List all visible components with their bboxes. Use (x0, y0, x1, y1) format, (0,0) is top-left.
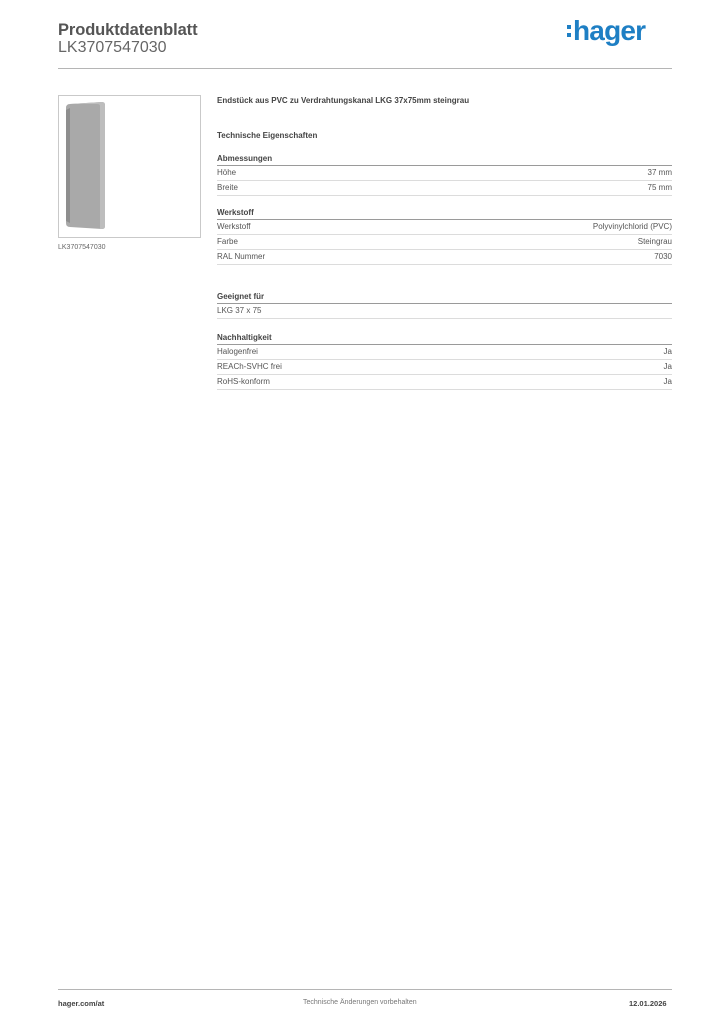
spec-label: Breite (217, 183, 238, 192)
spec-row (217, 304, 672, 319)
logo-text: hager (573, 15, 646, 46)
footer-divider (58, 989, 672, 990)
spec-value: 75 mm (647, 183, 672, 192)
product-code: LK3707547030 (58, 39, 167, 56)
spec-row (217, 375, 672, 390)
spec-value: Ja (663, 362, 672, 371)
group-title: Nachhaltigkeit (217, 332, 672, 345)
spec-row (217, 181, 672, 196)
group-sustainability (217, 332, 672, 390)
group-title: Abmessungen (217, 153, 672, 166)
spec-label: REACh-SVHC frei (217, 362, 282, 371)
spec-label: Höhe (217, 168, 237, 177)
section-title: Technische Eigenschaften (217, 131, 318, 140)
product-image (58, 95, 201, 238)
logo-dots-icon (567, 23, 571, 39)
spec-value: Ja (663, 347, 672, 356)
spec-value: Polyvinylchlorid (PVC) (592, 222, 672, 231)
header-divider (58, 68, 672, 69)
footer-website-link[interactable]: hager.com/at (58, 999, 105, 1008)
spec-row (217, 166, 672, 181)
group-material (217, 207, 672, 265)
group-suitable-for (217, 291, 672, 319)
spec-value: Ja (663, 377, 672, 386)
product-title: Endstück aus PVC zu Verdrahtungskanal LKG 37x75mm steingrau (217, 96, 470, 105)
specifications (217, 96, 672, 390)
group-dimensions (217, 153, 672, 196)
spec-label: LKG 37 x 75 (217, 306, 262, 315)
spec-label: Halogenfrei (217, 347, 258, 356)
footer-date: 12.01.2026 (629, 999, 667, 1008)
spec-label: Werkstoff (217, 222, 251, 231)
page-title: Produktdatenblatt (58, 21, 198, 39)
group-title: Geeignet für (217, 291, 672, 304)
spec-label: Farbe (217, 237, 238, 246)
spec-value: 37 mm (647, 168, 672, 177)
spec-label: RoHS-konform (217, 377, 270, 386)
hager-logo (567, 15, 645, 47)
footer-note: Technische Änderungen vorbehalten (303, 999, 417, 1006)
spec-label: RAL Nummer (217, 252, 266, 261)
spec-row (217, 220, 672, 235)
end-cap-image (64, 102, 107, 229)
spec-row (217, 250, 672, 265)
spec-value: Steingrau (637, 237, 672, 246)
spec-value: 7030 (654, 252, 672, 261)
spec-row (217, 345, 672, 360)
group-title: Werkstoff (217, 207, 672, 220)
spec-row (217, 360, 672, 375)
image-caption: LK3707547030 (58, 244, 106, 251)
spec-row (217, 235, 672, 250)
